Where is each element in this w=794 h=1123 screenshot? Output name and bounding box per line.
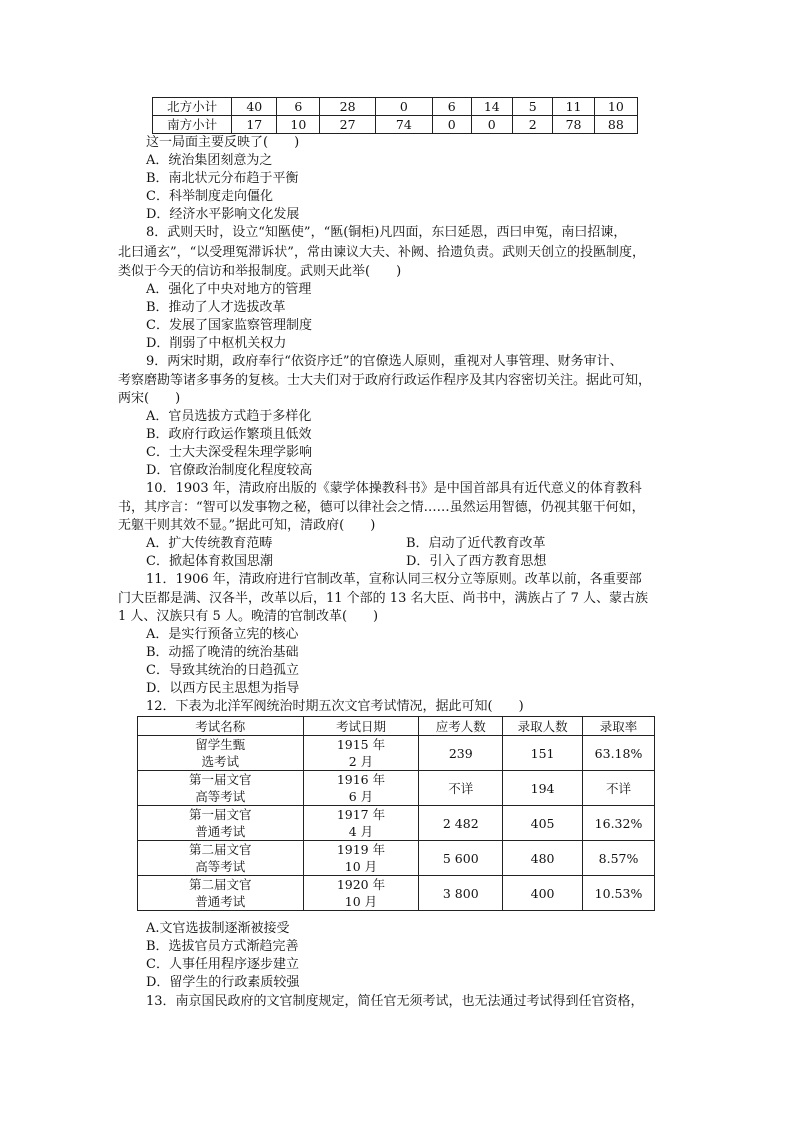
q8-stem-line-2: 北曰通玄”，“以受理冤滞诉状”，常由谏议大夫、补阙、拾遗负责。武则天创立的投匦制度， (118, 245, 645, 260)
table-row (153, 98, 638, 116)
q11-option-b[interactable]: B．动摇了晚清的统治基础 (146, 645, 299, 660)
table-cell: 28 (320, 98, 375, 116)
q7-option-a[interactable]: A．统治集团刻意为之 (146, 153, 273, 168)
exam-date-cell (303, 736, 419, 771)
exam-name-cell (138, 771, 304, 806)
rate-cell: 63.18% (583, 736, 655, 771)
table-row (138, 771, 655, 806)
exam-date-cell (303, 771, 419, 806)
q11-stem-line-1: 11．1906 年，清政府进行官制改革，宣称认同三权分立等原则。改革以前，各重要部 (146, 572, 642, 587)
table-cell: 88 (594, 116, 637, 134)
exam-name-line: 第二届文官 (189, 842, 252, 857)
rate-cell: 16.32% (583, 806, 655, 841)
admitted-cell: 400 (503, 876, 583, 911)
admitted-cell: 480 (503, 841, 583, 876)
exam-date-cell (303, 841, 419, 876)
applicants-cell: 2 482 (419, 806, 503, 841)
table-row (138, 806, 655, 841)
exam-date-line: 10 月 (344, 859, 378, 874)
q8-stem-line-3: 类似于今天的信访和举报制度。武则天此举( ) (118, 264, 402, 279)
q8-stem-line-1: 8．武则天时，设立“知匦使”，“匦(铜柜)凡四面，东曰延恩，西曰申冤，南曰招谏， (146, 225, 627, 240)
table-cell: 6 (277, 98, 320, 116)
table-cell: 0 (375, 98, 432, 116)
q11-option-d[interactable]: D．以西方民主思想为指导 (146, 681, 300, 696)
exam-date-line: 6 月 (348, 789, 374, 804)
exam-name-line: 选考试 (201, 754, 240, 769)
admitted-cell: 151 (503, 736, 583, 771)
table-cell: 78 (553, 116, 594, 134)
exam-date-line: 1916 年 (336, 772, 386, 787)
exam-name-line: 第一届文官 (189, 772, 252, 787)
q9-option-a[interactable]: A．官员选拔方式趋于多样化 (146, 409, 312, 424)
q10-stem-line-3: 无躯干则其效不显。”据此可知，清政府( ) (118, 518, 376, 533)
q12-option-d[interactable]: D．留学生的行政素质较强 (146, 975, 300, 990)
q7-option-c[interactable]: C．科举制度走向僵化 (146, 189, 273, 204)
column-header: 考试名称 (138, 717, 304, 736)
rate-cell: 8.57% (583, 841, 655, 876)
q9-stem-line-1: 9．两宋时期，政府奉行“依资序迁”的官僚选人原则，重视对人事管理、财务审计、 (146, 354, 623, 369)
row-label: 北方小计 (153, 98, 232, 116)
table-cell: 10 (594, 98, 637, 116)
q10-stem-line-1: 10．1903 年，清政府出版的《蒙学体操教科书》是中国首部具有近代意义的体育教科 (146, 481, 642, 496)
q11-option-c[interactable]: C．导致其统治的日趋孤立 (146, 663, 299, 678)
table-row (138, 876, 655, 911)
exam-name-line: 普通考试 (195, 894, 246, 909)
exam-name-cell (138, 736, 304, 771)
exam-name-line: 第一届文官 (189, 807, 252, 822)
q8-option-c[interactable]: C．发展了国家监察管理制度 (146, 318, 312, 333)
exam-date-line: 1917 年 (336, 807, 386, 822)
q11-stem-line-2: 门大臣都是满、汉各半，改革以后，11 个部的 13 名大臣、尚书中，满族占了 7 人、蒙古族 (118, 591, 649, 606)
rate-cell: 10.53% (583, 876, 655, 911)
q9-option-d[interactable]: D．官僚政治制度化程度较高 (146, 463, 313, 478)
table-cell: 5 (512, 98, 552, 116)
table-row (153, 116, 638, 134)
q7-option-d[interactable]: D．经济水平影响文化发展 (146, 207, 300, 222)
q8-option-b[interactable]: B．推动了人才选拔改革 (146, 300, 286, 315)
q7-stem: 这一局面主要反映了( ) (146, 135, 300, 150)
column-header: 考试日期 (303, 717, 419, 736)
exam-date-line: 1920 年 (336, 877, 386, 892)
q10-option-d[interactable]: D．引入了西方教育思想 (406, 554, 547, 569)
exam-date-line: 1915 年 (336, 737, 386, 752)
exam-date-line: 1919 年 (336, 842, 386, 857)
exam-name-cell (138, 841, 304, 876)
q11-stem-line-3: 1 人、汉族只有 5 人。晚清的官制改革( ) (118, 609, 379, 624)
table-cell: 40 (232, 98, 277, 116)
q7-option-b[interactable]: B．南北状元分布趋于平衡 (146, 171, 299, 186)
table-cell: 2 (512, 116, 552, 134)
table-cell: 0 (432, 116, 471, 134)
exam-date-line: 2 月 (348, 754, 374, 769)
column-header: 录取率 (583, 717, 655, 736)
q12-stem: 12．下表为北洋军阀统治时期五次文官考试情况，据此可知( ) (146, 699, 524, 714)
exam-name-cell (138, 876, 304, 911)
exam-name-line: 留学生甄 (195, 737, 246, 752)
admitted-cell: 194 (503, 771, 583, 806)
table-cell: 74 (375, 116, 432, 134)
exam-name-line: 第二届文官 (189, 877, 252, 892)
q10-option-c[interactable]: C．掀起体育救国思潮 (146, 554, 273, 569)
exam-name-line: 普通考试 (195, 824, 246, 839)
q12-option-c[interactable]: C．人事任用程序逐步建立 (146, 957, 299, 972)
applicants-cell: 不详 (419, 771, 503, 806)
rate-cell: 不详 (583, 771, 655, 806)
q8-option-d[interactable]: D．削弱了中枢机关权力 (146, 336, 287, 351)
table-cell: 14 (471, 98, 512, 116)
q8-option-a[interactable]: A．强化了中央对地方的管理 (146, 282, 312, 297)
table-cell: 17 (232, 116, 277, 134)
exam-date-cell (303, 806, 419, 841)
row-label: 南方小计 (153, 116, 232, 134)
top-statistics-table (152, 97, 638, 134)
civil-exam-table (137, 716, 655, 911)
applicants-cell: 5 600 (419, 841, 503, 876)
q12-option-a[interactable]: A.文官选拔制逐渐被接受 (146, 921, 290, 936)
table-row (138, 841, 655, 876)
applicants-cell: 239 (419, 736, 503, 771)
table-header-row (138, 717, 655, 736)
table-cell: 6 (432, 98, 471, 116)
admitted-cell: 405 (503, 806, 583, 841)
column-header: 应考人数 (419, 717, 503, 736)
table-cell: 10 (277, 116, 320, 134)
table-cell: 0 (471, 116, 512, 134)
q13-stem-line-1: 13．南京国民政府的文官制度规定，简任官无须考试，也无法通过考试得到任官资格， (146, 994, 644, 1009)
table-cell: 11 (553, 98, 594, 116)
q9-stem-line-3: 两宋( ) (118, 391, 181, 406)
applicants-cell: 3 800 (419, 876, 503, 911)
table-row (138, 736, 655, 771)
exam-date-line: 4 月 (348, 824, 374, 839)
q10-stem-line-2: 书，其序言：“智可以发事物之秘，德可以律社会之情……虽然运用智德，仍视其躯干何如， (118, 500, 645, 515)
exam-name-line: 高等考试 (195, 859, 246, 874)
exam-date-cell (303, 876, 419, 911)
exam-date-line: 10 月 (344, 894, 378, 909)
q10-option-a[interactable]: A．扩大传统教育范畴 (146, 536, 273, 551)
table-cell: 27 (320, 116, 375, 134)
column-header: 录取人数 (503, 717, 583, 736)
q12-option-b[interactable]: B．选拔官员方式渐趋完善 (146, 939, 299, 954)
q10-option-b[interactable]: B．启动了近代教育改革 (406, 536, 546, 551)
q9-option-b[interactable]: B．政府行政运作繁琐且低效 (146, 427, 312, 442)
exam-name-cell (138, 806, 304, 841)
q11-option-a[interactable]: A．是实行预备立宪的核心 (146, 627, 299, 642)
q9-option-c[interactable]: C．士大夫深受程朱理学影响 (146, 445, 312, 460)
q9-stem-line-2: 考察磨勘等诸多事务的复核。士大夫们对于政府行政运作程序及其内容密切关注。据此可知， (118, 373, 652, 388)
exam-name-line: 高等考试 (195, 789, 246, 804)
